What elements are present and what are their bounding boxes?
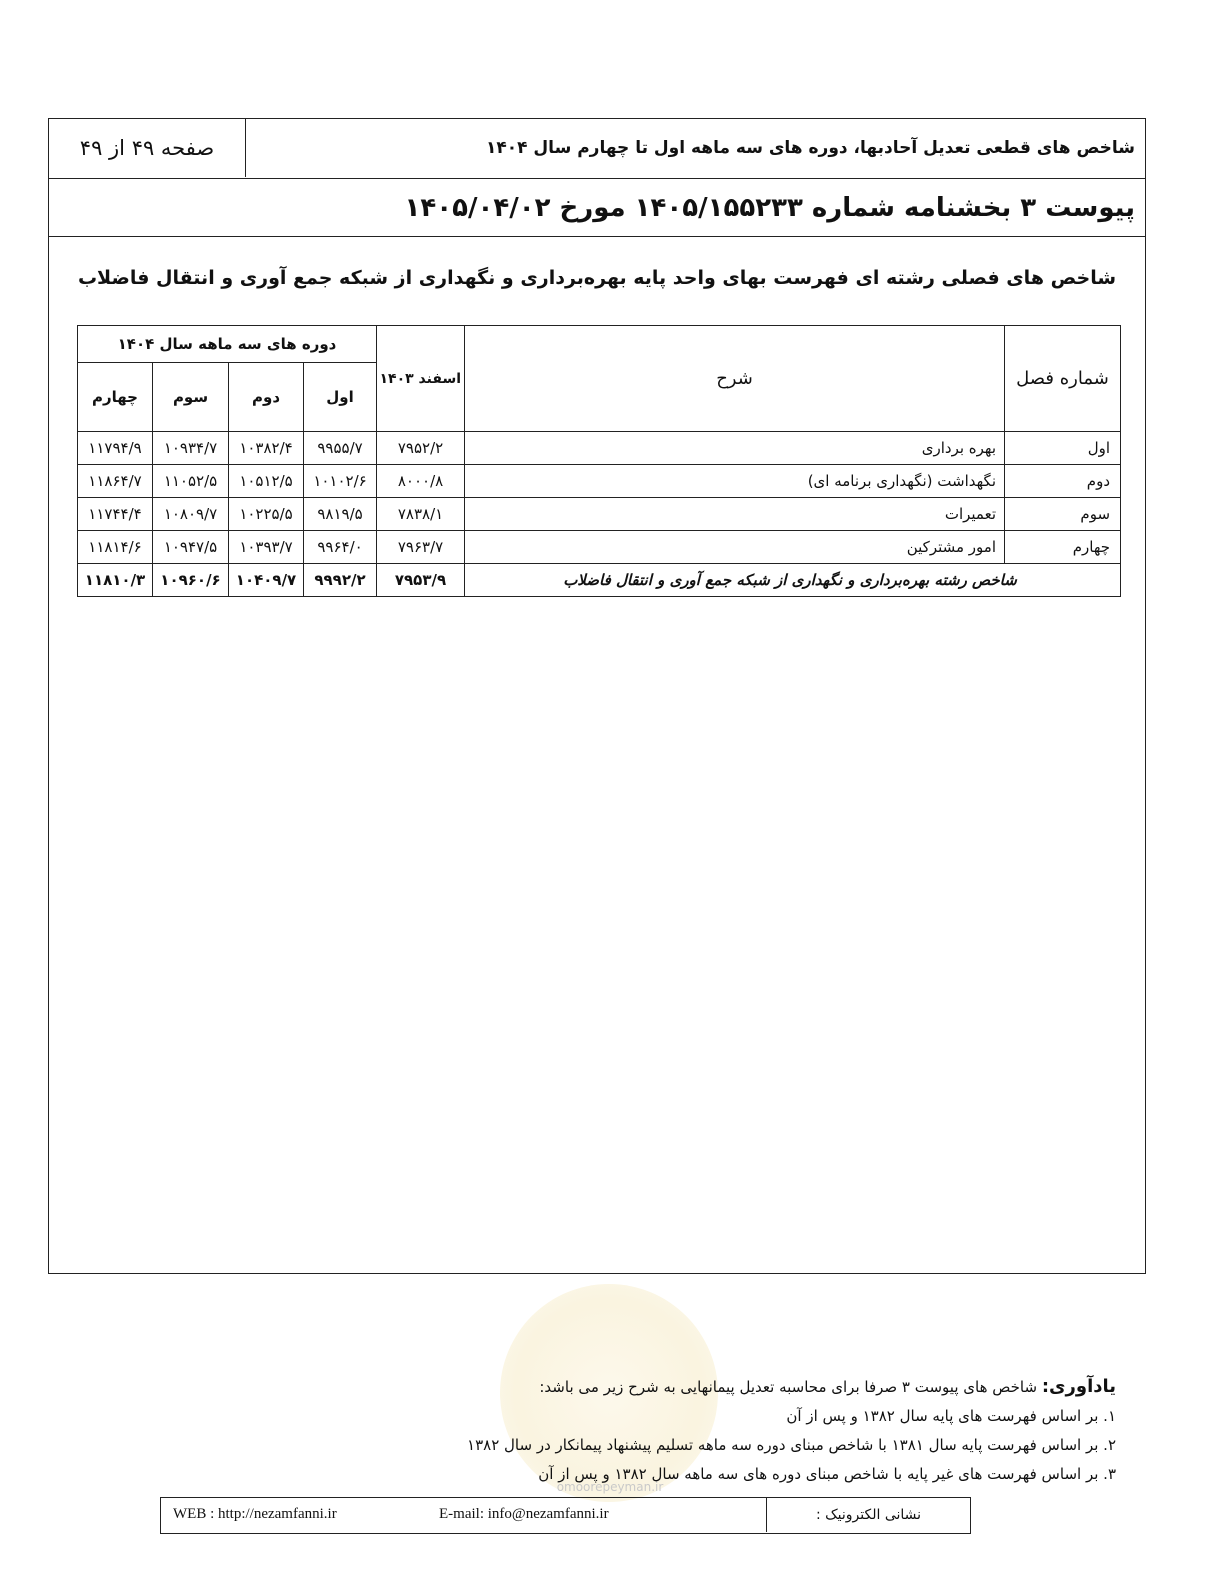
total-esfand: ۷۹۵۳/۹ — [377, 564, 465, 597]
cell-q2: ۱۰۲۲۵/۵ — [229, 498, 304, 531]
footer-box — [160, 1497, 971, 1534]
cell-chapter: اول — [1005, 432, 1121, 465]
footer-label: نشانی الکترونیک : — [766, 1498, 970, 1532]
cell-q2: ۱۰۳۹۳/۷ — [229, 531, 304, 564]
cell-q4: ۱۱۸۱۴/۶ — [78, 531, 153, 564]
cell-description: امور مشترکین — [465, 531, 1005, 564]
cell-chapter: چهارم — [1005, 531, 1121, 564]
page-frame — [48, 118, 1146, 1274]
cell-q1: ۱۰۱۰۲/۶ — [304, 465, 377, 498]
notes-intro-line — [356, 1372, 1116, 1402]
page-number: صفحه ۴۹ از ۴۹ — [49, 119, 246, 177]
watermark-text: omoorepeyman.ir — [556, 1480, 664, 1494]
total-q2: ۱۰۴۰۹/۷ — [229, 564, 304, 597]
cell-esfand: ۷۹۶۳/۷ — [377, 531, 465, 564]
notes-lead: یادآوری: — [1041, 1376, 1116, 1397]
notes-section — [356, 1372, 1116, 1489]
total-label: شاخص رشته بهره‌برداری و نگهداری از شبکه جمع آوری و انتقال فاضلاب — [465, 564, 1121, 597]
table-row — [78, 432, 1121, 465]
document-title: شاخص های قطعی تعدیل آحادبها، دوره های سه ماهه اول تا چهارم سال ۱۴۰۴ — [486, 138, 1135, 158]
col-header-q3: سوم — [153, 363, 229, 432]
header-row — [49, 119, 1145, 179]
table-row — [78, 531, 1121, 564]
footer-email[interactable]: E-mail: info@nezamfanni.ir — [439, 1506, 609, 1522]
table-row — [78, 465, 1121, 498]
circular-reference: پیوست ۳ بخشنامه شماره ۱۴۰۵/۱۵۵۲۳۳ مورخ ۱۴۰۵/۰۴/۰۲ — [49, 179, 1145, 237]
cell-esfand: ۷۸۳۸/۱ — [377, 498, 465, 531]
cell-esfand: ۷۹۵۲/۲ — [377, 432, 465, 465]
col-header-quarters-group: دوره های سه ماهه سال ۱۴۰۴ — [78, 326, 377, 363]
cell-q1: ۹۹۶۴/۰ — [304, 531, 377, 564]
cell-q3: ۱۰۹۳۴/۷ — [153, 432, 229, 465]
col-header-q2: دوم — [229, 363, 304, 432]
total-q1: ۹۹۹۲/۲ — [304, 564, 377, 597]
cell-description: نگهداشت (نگهداری برنامه ای) — [465, 465, 1005, 498]
footer-web[interactable]: WEB : http://nezamfanni.ir — [173, 1506, 337, 1522]
table-total-row — [78, 564, 1121, 597]
col-header-description: شرح — [465, 326, 1005, 432]
cell-q3: ۱۰۹۴۷/۵ — [153, 531, 229, 564]
cell-q1: ۹۹۵۵/۷ — [304, 432, 377, 465]
notes-item: ۳. بر اساس فهرست های غیر پایه با شاخص مبنای دوره های سه ماهه سال ۱۳۸۲ و پس از آن — [538, 1465, 1116, 1483]
cell-q4: ۱۱۸۶۴/۷ — [78, 465, 153, 498]
cell-description: تعمیرات — [465, 498, 1005, 531]
cell-q3: ۱۱۰۵۲/۵ — [153, 465, 229, 498]
cell-description: بهره برداری — [465, 432, 1005, 465]
cell-esfand: ۸۰۰۰/۸ — [377, 465, 465, 498]
index-table — [77, 325, 1121, 597]
col-header-q4: چهارم — [78, 363, 153, 432]
cell-q2: ۱۰۵۱۲/۵ — [229, 465, 304, 498]
notes-item: ۲. بر اساس فهرست پایه سال ۱۳۸۱ با شاخص مبنای دوره سه ماهه تسلیم پیشنهاد پیمانکار در سال ۱۳۸۲ — [467, 1436, 1116, 1454]
notes-intro: شاخص های پیوست ۳ صرفا برای محاسبه تعدیل پیمانهایی به شرح زیر می باشد: — [539, 1378, 1038, 1396]
notes-item: ۱. بر اساس فهرست های پایه سال ۱۳۸۲ و پس از آن — [786, 1407, 1116, 1425]
cell-chapter: دوم — [1005, 465, 1121, 498]
total-q4: ۱۱۸۱۰/۳ — [78, 564, 153, 597]
cell-q3: ۱۰۸۰۹/۷ — [153, 498, 229, 531]
cell-q1: ۹۸۱۹/۵ — [304, 498, 377, 531]
table-row — [78, 498, 1121, 531]
cell-q2: ۱۰۳۸۲/۴ — [229, 432, 304, 465]
cell-q4: ۱۱۷۴۴/۴ — [78, 498, 153, 531]
cell-q4: ۱۱۷۹۴/۹ — [78, 432, 153, 465]
col-header-esfand: اسفند ۱۴۰۳ — [377, 326, 465, 432]
col-header-q1: اول — [304, 363, 377, 432]
col-header-chapter: شماره فصل — [1005, 326, 1121, 432]
table-heading: شاخص های فصلی رشته ای فهرست بهای واحد پایه بهره‌برداری و نگهداری از شبکه جمع آوری و انتقال فاضلاب — [77, 267, 1117, 289]
cell-chapter: سوم — [1005, 498, 1121, 531]
total-q3: ۱۰۹۶۰/۶ — [153, 564, 229, 597]
